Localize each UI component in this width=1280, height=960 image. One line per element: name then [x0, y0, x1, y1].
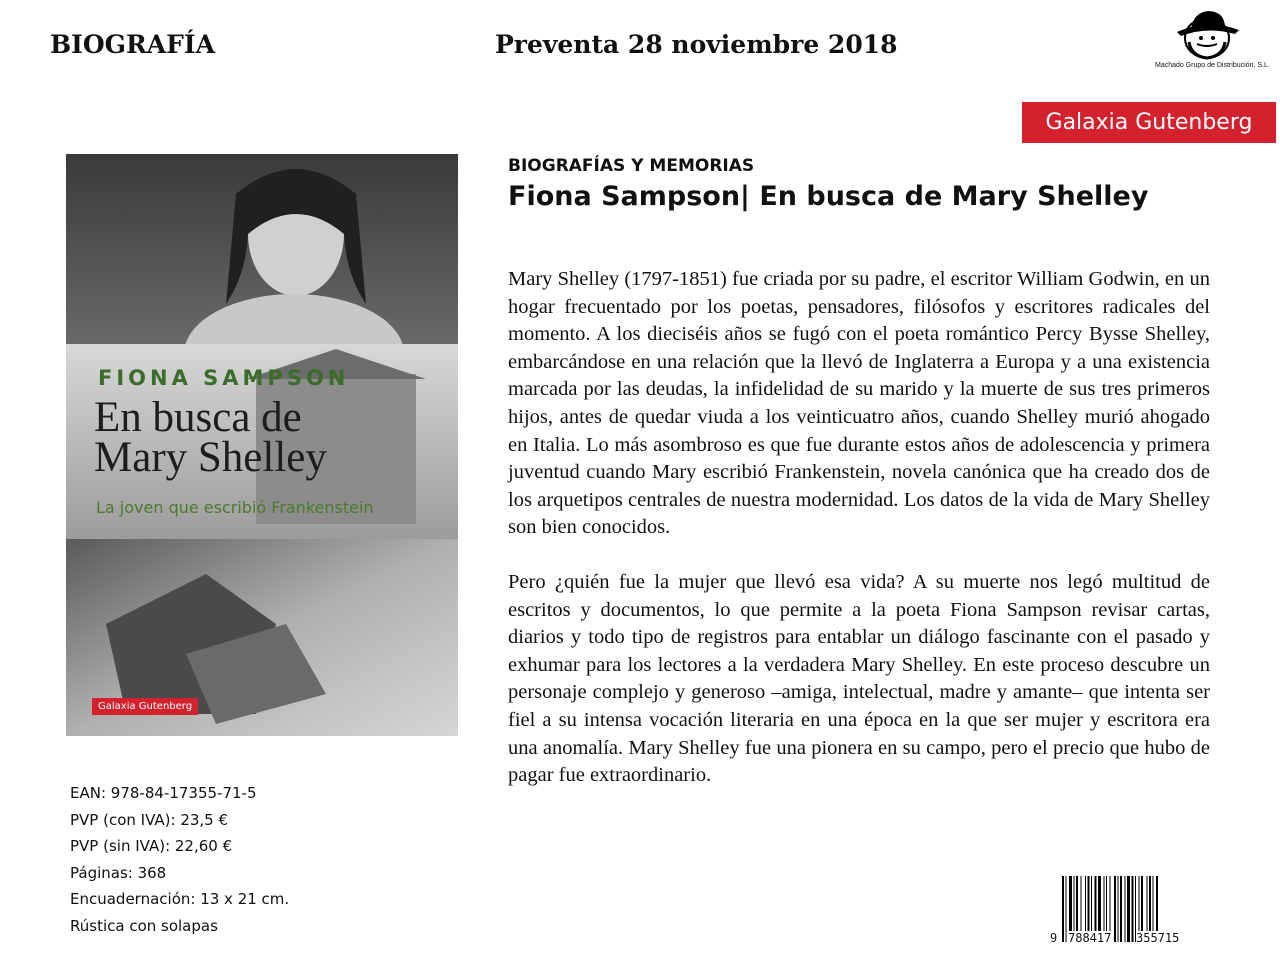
section-label: BIOGRAFÍA	[50, 30, 215, 59]
synopsis-paragraph: Mary Shelley (1797-1851) fue criada por su padre, el escritor William Godwin, en un hogar frecuentado por los poetas, pensadores, filósofos y escritores radicales del momento. A los dieciséis años se fugó con el poeta romántico Percy Bysse Shelley, embarcándose en una relación que la llevó de Inglaterra a Europa y a una existencia marcada por las deudas, la infidelidad de su marido y la muerte de sus tres primeros hijos, antes de quedar viuda a los veinticuatro años, cuando Shelley murió ahogado en Italia. Lo más asombroso es que fue durante estos años de adolescencia y primera juventud cuando Mary escribió Frankenstein, novela canónica que ha creado dos de los arquetipos centrales de nuestra modernidad. Los datos de la vida de Mary Shelley son bien conocidos.	[508, 268, 1210, 539]
barcode-bar	[1127, 876, 1130, 942]
cover-author: FIONA SAMPSON	[98, 366, 350, 390]
spec-binding-type: Rústica con solapas	[70, 916, 218, 935]
spec-ean: EAN: 978-84-17355-71-5	[70, 784, 257, 802]
barcode-bar	[1125, 876, 1126, 942]
cover-title-line2: Mary Shelley	[94, 434, 327, 481]
barcode-bar	[1062, 876, 1064, 942]
distributor-name: Machado Grupo de Distribución, S.L.	[1155, 62, 1270, 69]
barcode-bar	[1114, 876, 1116, 942]
spec-pages: Páginas: 368	[70, 863, 167, 882]
cover-publisher-badge: Galaxia Gutenberg	[92, 698, 198, 715]
barcode-bar	[1132, 876, 1134, 942]
barcode-bar	[1120, 876, 1122, 942]
hat-man-icon	[1155, 8, 1260, 64]
synopsis	[508, 266, 1210, 817]
book-category: BIOGRAFÍAS Y MEMORIAS	[508, 156, 755, 176]
book-specs	[70, 780, 289, 940]
spec-price-without-vat: PVP (sin IVA): 22,60 €	[70, 837, 233, 856]
synopsis-paragraph: Pero ¿quién fue la mujer que llevó esa vida? A su muerte nos legó multitud de escritos y documentos, lo que permite a la poeta Fiona Sampson revisar cartas, diarios y todo tipo de registros para entablar un diálogo fascinante con el pasado y exhumar para los lectores a la verdadera Mary Shelley. En este proceso descubre un personaje complejo y generoso –amiga, intelectual, madre y amante– que intenta ser fiel a su intensa vocación literaria en una época en la que ser mujer y escritora era una anomalía. Mary Shelley fue una pionera en su campo, pero el precio que hubo de pagar fue extraordinario.	[508, 570, 1210, 787]
barcode-digits-right: 355715	[1136, 931, 1180, 945]
book-heading: Fiona Sampson| En busca de Mary Shelley	[508, 181, 1149, 212]
spec-price-with-vat: PVP (con IVA): 23,5 €	[70, 810, 229, 829]
cover-subtitle: La joven que escribió Frankenstein	[96, 498, 374, 517]
publisher-logo: Galaxia Gutenberg	[1022, 102, 1276, 143]
barcode-bar	[1118, 876, 1119, 942]
presale-date: Preventa 28 noviembre 2018	[495, 30, 898, 59]
cover-title	[94, 394, 454, 481]
barcode-digit-lead: 9	[1050, 931, 1058, 945]
spec-binding-size: Encuadernación: 13 x 21 cm.	[70, 890, 290, 909]
barcode-digits-left: 788417	[1068, 931, 1112, 945]
book-cover	[66, 154, 458, 736]
cover-title-line1: En busca de	[94, 394, 302, 441]
barcode	[1050, 876, 1206, 952]
barcode-bar	[1066, 876, 1067, 942]
distributor-logo	[1155, 8, 1270, 78]
